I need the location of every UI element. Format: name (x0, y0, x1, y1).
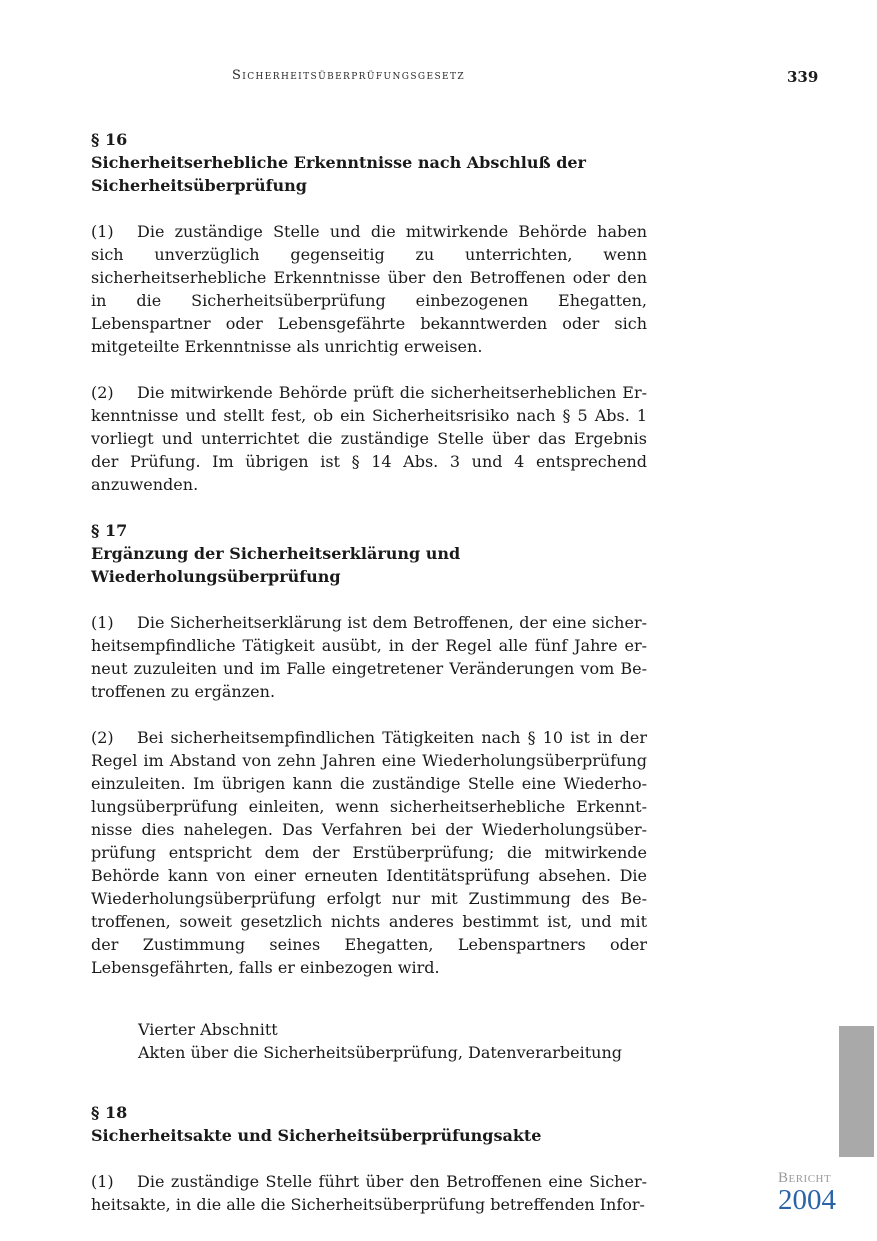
page-number: 339 (787, 68, 819, 86)
chapter-heading (138, 1018, 647, 1064)
running-head-title: Sicherheitsüberprüfungsgesetz (232, 68, 466, 83)
paragraph-number: (2) (91, 383, 114, 402)
paragraph (91, 381, 647, 496)
paragraph-text: Bei sicherheitsempfindlichen Tätigkeiten nach § 10 ist in der Regel im Abstand von zehn Jahren eine Wiederholungsüberprüfung einzuleiten. Im übrigen kann die zuständige Stelle eine Wiederholungsüberprüfung einleiten, wenn sicherheitserhebliche Erkenntnisse dies nahelegen. Das Verfahren bei der Wiederholungsüberprüfung entspricht dem der Erstüberprüfung; die mitwirkende Behörde kann von einer erneuten Identitätsprüfung absehen. Die Wiederholungsüberprüfung erfolgt nur mit Zustimmung des Betroffenen, soweit gesetzlich nichts anderes bestimmt ist, und mit der Zustimmung seines Ehegatten, Lebenspartners oder Lebensgefährten, falls er einbezogen wird. (91, 728, 647, 977)
section-number: § 17 (91, 521, 128, 540)
side-thumb-tab (839, 1026, 874, 1157)
paragraph (91, 726, 647, 979)
page-body (91, 128, 647, 1239)
paragraph (91, 611, 647, 703)
paragraph-number: (1) (91, 613, 114, 632)
paragraph-text: Die zuständige Stelle und die mitwirkende Behörde haben sich unverzüglich gegenseitig zu unterrichten, wenn sicherheitserhebliche Erkenntnisse über den Betroffenen oder den in die Sicherheitsüberprüfung einbezogenen Ehegatten, Lebenspartner oder Lebensgefährte bekanntwerden oder sich mitgeteilte Erkenntnisse als unrichtig erweisen. (91, 222, 647, 356)
paragraph-number: (1) (91, 1172, 114, 1191)
section-number: § 18 (91, 1103, 128, 1122)
paragraph-text: Die mitwirkende Behörde prüft die sicherheitserheblichen Erkenntnisse und stellt fest, ob ein Sicherheitsrisiko nach § 5 Abs. 1 vorliegt und unterrichtet die zuständige Stelle über das Ergebnis der Prüfung. Im übrigen ist § 14 Abs. 3 und 4 entsprechend anzuwenden. (91, 383, 647, 494)
paragraph-number: (1) (91, 222, 114, 241)
paragraph-text: Die Sicherheitserklärung ist dem Betroffenen, der eine sicherheitsempfindliche Tätigkeit ausübt, in der Regel alle fünf Jahre erneut zuzuleiten und im Falle eingetretener Veränderungen vom Betroffenen zu ergänzen. (91, 613, 647, 701)
paragraph-text: Die zuständige Stelle führt über den Betroffenen eine Sicherheitsakte, in die alle die Sicherheitsüberprüfung betreffenden Infor- (91, 1172, 647, 1214)
report-logo (778, 1170, 848, 1214)
paragraph (91, 1170, 647, 1216)
section-title: Ergänzung der Sicherheitserklärung und Wiederholungsüberprüfung (91, 544, 461, 586)
section-16 (91, 128, 647, 496)
logo-year: 2004 (778, 1184, 836, 1216)
section-title: Sicherheitsakte und Sicherheitsüberprüfungsakte (91, 1126, 542, 1145)
section-17 (91, 519, 647, 979)
section-number: § 16 (91, 130, 128, 149)
chapter-title: Akten über die Sicherheitsüberprüfung, Datenverarbeitung (138, 1043, 623, 1062)
logo-word: Bericht (778, 1170, 832, 1186)
paragraph-number: (2) (91, 728, 114, 747)
chapter-label: Vierter Abschnitt (138, 1020, 278, 1039)
section-title: Sicherheitserhebliche Erkenntnisse nach Abschluß der Sicherheitsüberprüfung (91, 153, 586, 195)
paragraph (91, 220, 647, 358)
section-18 (91, 1101, 647, 1216)
